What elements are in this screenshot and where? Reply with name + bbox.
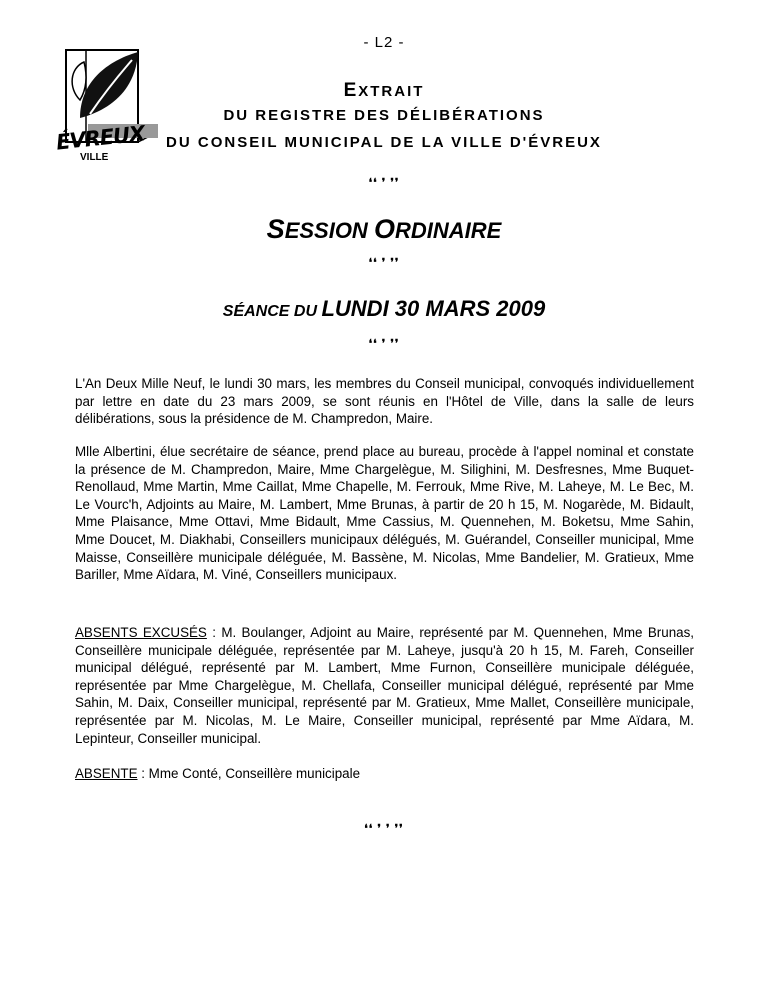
heading-registre: DU REGISTRE DES DÉLIBÉRATIONS <box>223 107 545 124</box>
separator-ornament: ❛❛ ❜ ❜❜ <box>368 338 400 350</box>
presence-paragraph: Mlle Albertini, élue secrétaire de séance, prend place au bureau, procède à l'appel nominal et constate la présence de M. Champredon, Maire, Mme Chargelègue, M. Silighini, M. Desfresnes, Mme Buquet-Renollaud, Mme Martin, Mme Caillat, Mme Chapelle, M. Ferrouk, Mme Rive, M. Laheye, M. Le Bec, M. Le Vourc'h, Adjoints au Maire, M. Lambert, Mme Brunas, à partir de 20 h 15, M. Nogarède, M. Bidault, Mme Plaisance, Mme Ottavi, Mme Bidault, Mme Cassius, M. Quennehen, M. Boketsu, Mme Sahin, Mme Doucet, M. Diakhabi, Conseillers municipaux délégués, M. Guérandel, Conseiller municipal, Mme Maisse, Conseillère municipale déléguée, M. Bassène, M. Nicolas, Mme Bandelier, M. Gratieux, Mme Bariller, Mme Aïdara, M. Viné, Conseillers municipaux. <box>75 444 694 583</box>
absents-excuses-paragraph: ABSENTS EXCUSÉS : M. Boulanger, Adjoint au Maire, représenté par M. Quennehen, Mme Brunas, Conseillère municipale déléguée, représentée par M. Laheye, jusqu'à 20 h 15, M. Fareh, Conseiller municipal délégué, représenté par M. Lambert, Mme Furnon, Conseillère municipale déléguée, représentée par Mme Chargelègue, M. Chellafa, Conseiller municipal délégué, représenté par Mme Sahin, M. Daix, Conseiller municipal, représenté par M. Gratieux, Mme Mallet, Conseillère municipale, représentée par M. Nicolas, M. Le Maire, Conseiller municipal, représenté par Mme Aïdara, M. Lepinteur, Conseiller municipal. <box>75 625 694 746</box>
separator-ornament: ❛❛ ❜ ❜❜ <box>368 177 400 189</box>
absente-label: ABSENTE <box>75 766 138 781</box>
seance-date: SÉANCE DU LUNDI 30 MARS 2009 <box>222 296 546 321</box>
session-title: SESSION ORDINAIRE <box>266 214 502 244</box>
intro-paragraph: L'An Deux Mille Neuf, le lundi 30 mars, les membres du Conseil municipal, convoqués individuellement par lettre en date du 23 mars 2009, se sont réunis en l'Hôtel de Ville, dans la salle de leurs délibérations, sous la présidence de M. Champredon, Maire. <box>75 376 694 427</box>
heading-extrait: EXTRAIT <box>343 80 425 101</box>
separator-ornament-end: ❛❛ ❜ ❜ ❜❜ <box>364 823 404 835</box>
logo-wordmark: ÉVREUX <box>54 121 146 155</box>
absents-excuses-label: ABSENTS EXCUSÉS <box>75 625 207 640</box>
separator-ornament: ❛❛ ❜ ❜❜ <box>368 257 400 269</box>
page-number: - L2 - <box>363 34 405 51</box>
heading-conseil: DU CONSEIL MUNICIPAL DE LA VILLE D'ÉVREUX <box>166 134 602 151</box>
absente-paragraph: ABSENTE : Mme Conté, Conseillère municipale <box>75 766 361 781</box>
logo-subtitle: VILLE <box>80 152 109 163</box>
